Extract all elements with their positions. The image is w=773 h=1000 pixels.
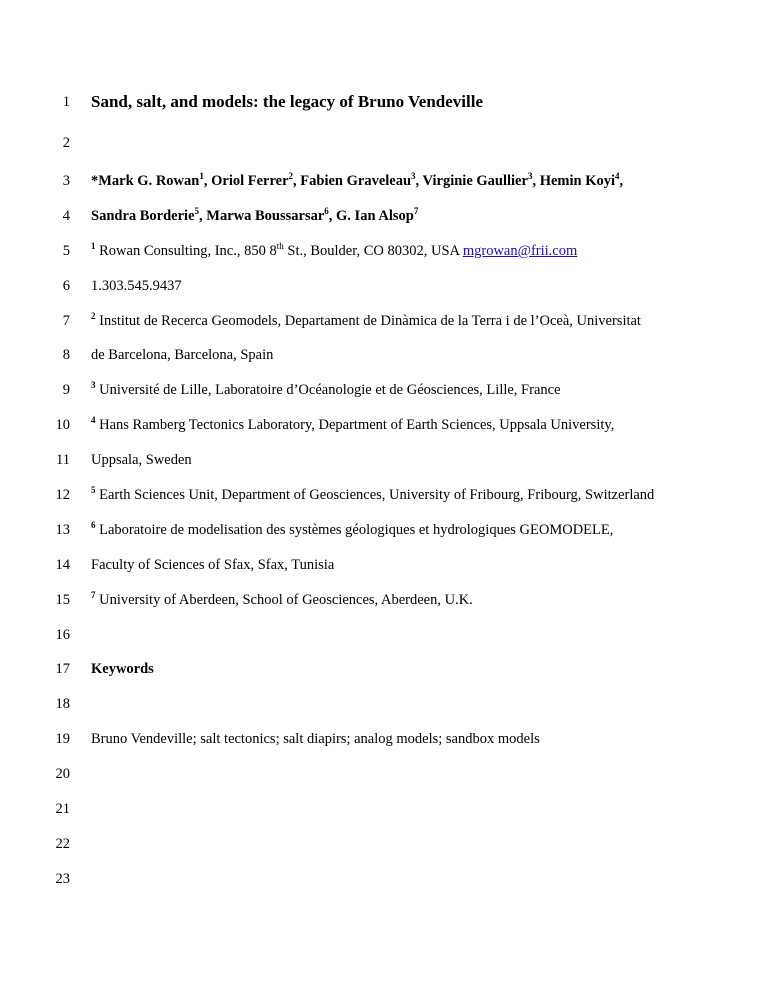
keywords-heading: Keywords [91,661,154,677]
comma-separator: , [199,208,207,224]
comma-separator: , [532,173,540,189]
line-number: 22 [55,836,70,852]
author-affiliation-sup: 3 [411,171,416,181]
affiliation-6-continued: Faculty of Sciences of Sfax, Sfax, Tunisia [91,557,335,573]
author-affiliation-sup: 7 [413,206,419,216]
line-number: 12 [55,487,70,503]
ordinal-sup: th [276,241,284,251]
affiliation-text: Hans Ramberg Tectonics Laboratory, Department of Earth Sciences, Uppsala University, [95,417,615,433]
author-name: Hemin Koyi [539,173,616,189]
manuscript-line [0,864,773,894]
affiliation-text: Institut de Recerca Geomodels, Departament de Dinàmica de la Terra i de l’Oceà, Universitat [95,313,641,329]
line-number: 18 [55,696,70,712]
manuscript-line [0,375,773,405]
manuscript-line [0,480,773,510]
affiliation-text: University of Aberdeen, School of Geosciences, Aberdeen, U.K. [95,592,473,608]
phone-number: 1.303.545.9437 [91,278,182,294]
manuscript-line [0,550,773,580]
manuscript-line [0,236,773,266]
line-number: 14 [55,557,70,573]
author-name: Marwa Boussarsar [206,208,325,224]
affiliation-sup: 3 [91,380,96,390]
author-name: Oriol Ferrer [211,173,289,189]
author-affiliation-sup: 5 [194,206,200,216]
line-number: 23 [55,871,70,887]
manuscript-line [0,829,773,859]
line-number: 13 [55,522,70,538]
manuscript-line [0,306,773,336]
affiliation-2-continued: de Barcelona, Barcelona, Spain [91,347,274,363]
manuscript-line [0,445,773,475]
keywords-list: Bruno Vendeville; salt tectonics; salt diapirs; analog models; sandbox models [91,731,540,747]
author-name: Sandra Borderie [91,208,195,224]
line-number: 2 [62,135,70,151]
manuscript-line [0,201,773,231]
line-number: 3 [62,173,70,189]
line-number: 9 [62,382,70,398]
author-affiliation-sup: 3 [527,171,533,181]
line-number: 4 [62,208,70,224]
affiliation-text: St., Boulder, CO 80302, USA [283,243,463,259]
trailing-comma: , [619,173,624,189]
line-number: 10 [55,417,70,433]
affiliation-sup: 7 [91,590,96,600]
affiliation-sup: 1 [91,241,96,251]
affiliation-text: Rowan Consulting, Inc., 850 8 [95,243,277,259]
manuscript-line [0,515,773,545]
author-affiliation-sup: 2 [288,171,294,181]
author-name: *Mark G. Rowan [91,173,200,189]
line-number: 17 [55,661,70,677]
line-number: 1 [62,94,70,110]
line-number: 20 [55,766,70,782]
author-affiliation-sup: 4 [615,171,620,181]
affiliation-4-continued: Uppsala, Sweden [91,452,192,468]
email-link[interactable]: mgrowan@frii.com [462,243,578,259]
author-affiliation-sup: 1 [199,171,204,181]
affiliation-1 [91,236,577,266]
manuscript-line [0,585,773,615]
manuscript-line [0,620,773,650]
comma-separator: , [293,173,301,189]
affiliation-7 [91,585,473,615]
author-name: Virginie Gaullier [422,173,528,189]
affiliation-sup: 6 [91,520,96,530]
comma-separator: , [415,173,423,189]
comma-separator: , [203,173,212,189]
line-number: 15 [55,592,70,608]
manuscript-line [0,166,773,196]
line-number: 6 [62,278,70,294]
manuscript-line [0,724,773,754]
affiliation-5 [91,480,654,510]
author-list-line-1 [91,166,623,196]
line-number: 8 [62,347,70,363]
author-name: G. Ian Alsop [336,208,414,224]
affiliation-3 [91,375,561,405]
manuscript-line [0,689,773,719]
line-number: 16 [55,627,70,643]
line-number: 19 [55,731,70,747]
author-affiliation-sup: 6 [324,206,329,216]
affiliation-text: Earth Sciences Unit, Department of Geosciences, University of Fribourg, Fribourg, Switzerland [95,487,655,503]
comma-separator: , [328,208,337,224]
paper-title: Sand, salt, and models: the legacy of Bruno Vendeville [91,92,483,111]
manuscript-line [0,340,773,370]
manuscript-line [0,654,773,684]
affiliation-text: Université de Lille, Laboratoire d’Océanologie et de Géosciences, Lille, France [95,382,561,398]
affiliation-6 [91,515,613,545]
manuscript-line [0,271,773,301]
manuscript-line [0,87,773,117]
manuscript-line [0,759,773,789]
manuscript-line [0,794,773,824]
affiliation-sup: 4 [91,415,96,425]
manuscript-line [0,128,773,158]
line-number: 11 [56,452,70,468]
author-name: Fabien Graveleau [300,173,412,189]
line-number: 21 [55,801,70,817]
affiliation-4 [91,410,614,440]
affiliation-sup: 2 [91,311,96,321]
affiliation-sup: 5 [91,485,96,495]
manuscript-line [0,410,773,440]
affiliation-text: Laboratoire de modelisation des systèmes géologiques et hydrologiques GEOMODELE, [95,522,614,538]
affiliation-2 [91,306,641,336]
line-number: 7 [62,313,70,329]
author-list-line-2 [91,201,418,231]
line-number: 5 [62,243,70,259]
